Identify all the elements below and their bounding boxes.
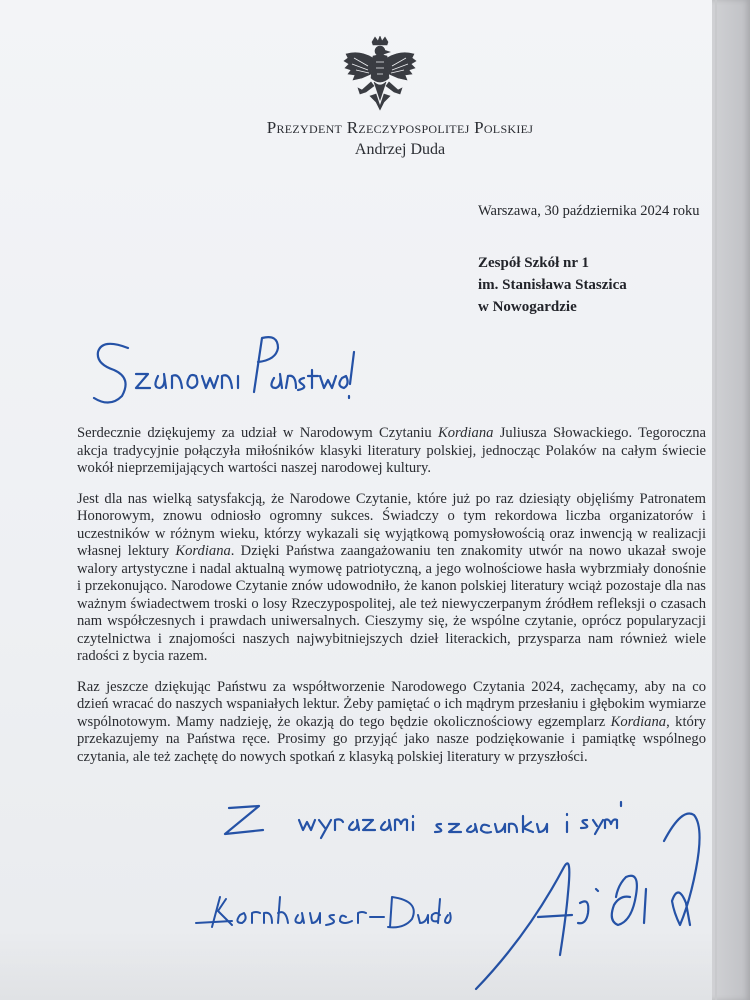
letter-date: Warszawa, 30 października 2024 roku bbox=[478, 203, 700, 219]
paragraph-3-text-b: , który przekazujemy na Państwa ręce. Prosimy go przyjąć jako nasze podziękowanie i pamiątkę wspólnego czytania, ale też zachętę do nowych spotkań z klasyką polskiej literatury w przyszłości. bbox=[77, 713, 706, 765]
paragraph-2 bbox=[77, 491, 706, 666]
letter-body bbox=[77, 425, 706, 779]
paragraph-1 bbox=[77, 425, 706, 478]
book-title: Kordiana bbox=[438, 425, 494, 441]
president-title: Prezydent Rzeczypospolitej Polskiej bbox=[266, 118, 534, 137]
paragraph-2-text-a: Jest dla nas wielką satysfakcją, że Narodowe Czytanie, które już po raz dziesiąty objęliśmy Patronatem Honorowym, znowu odniosło ogromny sukces. Świadczy o tym rekordowa liczba organizatorów i uczestników w różnym wieku, którzy wykazali się wyjątkową pomysłowością oraz inwencją w realizacji własnej lektury bbox=[77, 490, 706, 559]
paragraph-3 bbox=[77, 679, 706, 767]
paragraph-2-text-b: . Dzięki Państwa zaangażowaniu ten znakomity utwór na nowo ukazał swoje walory artystyczne i nadal aktualną wymowę patriotyczną, a jego wolnościowe hasła wybrzmiały donośnie i przekonująco. Narodowe Czytanie znów udowodniło, że kanon polskiej literatury wciąż pozostaje dla nas ważnym świadectwem troski o losy Rzeczypospolitej, ale też niewyczerpanym źródłem refleksji o czasach nam współczesnych i prawdach uniwersalnych. Cieszymy się, że wspólne czytanie, oprócz popularyzacji czytelnictwa i znajomości naszych najwybitniejszych dzieł literackich, przysparza nam również wiele radości z bycia razem. bbox=[77, 543, 706, 664]
president-name: Andrzej Duda bbox=[354, 141, 446, 158]
paper-shadow bbox=[0, 930, 712, 1000]
paragraph-1-text-a: Serdecznie dziękujemy za udział w Narodowym Czytaniu bbox=[77, 425, 439, 441]
paragraph-3-text-a: Raz jeszcze dziękując Państwu za współtworzenie Narodowego Czytania 2024, zachęcamy, aby na co dzień wracać do naszych wspaniałych lektur. Żeby pamiętać o ich mądrym przesłaniu i głębokim wymiarze wspólnotowym. Mamy nadzieję, że okazją do tego będzie okolicznościowy egzemplarz bbox=[77, 678, 706, 730]
polish-eagle-emblem-icon bbox=[340, 36, 420, 112]
paragraph-1-text-b: Juliusza Słowackiego. Tegoroczna akcja tradycyjnie połączyła miłośników klasyki literatury polskiej, jednocząc Polaków na całym świecie wokół nieprzemijających wartości naszej narodowej kultury. bbox=[77, 425, 706, 476]
book-title: Kordiana bbox=[175, 543, 231, 559]
recipient-address bbox=[478, 252, 627, 318]
handwritten-greeting bbox=[92, 330, 362, 415]
recipient-line-3: w Nowogardzie bbox=[478, 299, 577, 315]
recipient-line-2: im. Stanisława Staszica bbox=[478, 277, 627, 293]
book-title: Kordiana bbox=[610, 713, 667, 730]
recipient-line-1: Zespół Szkół nr 1 bbox=[478, 255, 589, 271]
page-edge-line bbox=[715, 0, 717, 1000]
